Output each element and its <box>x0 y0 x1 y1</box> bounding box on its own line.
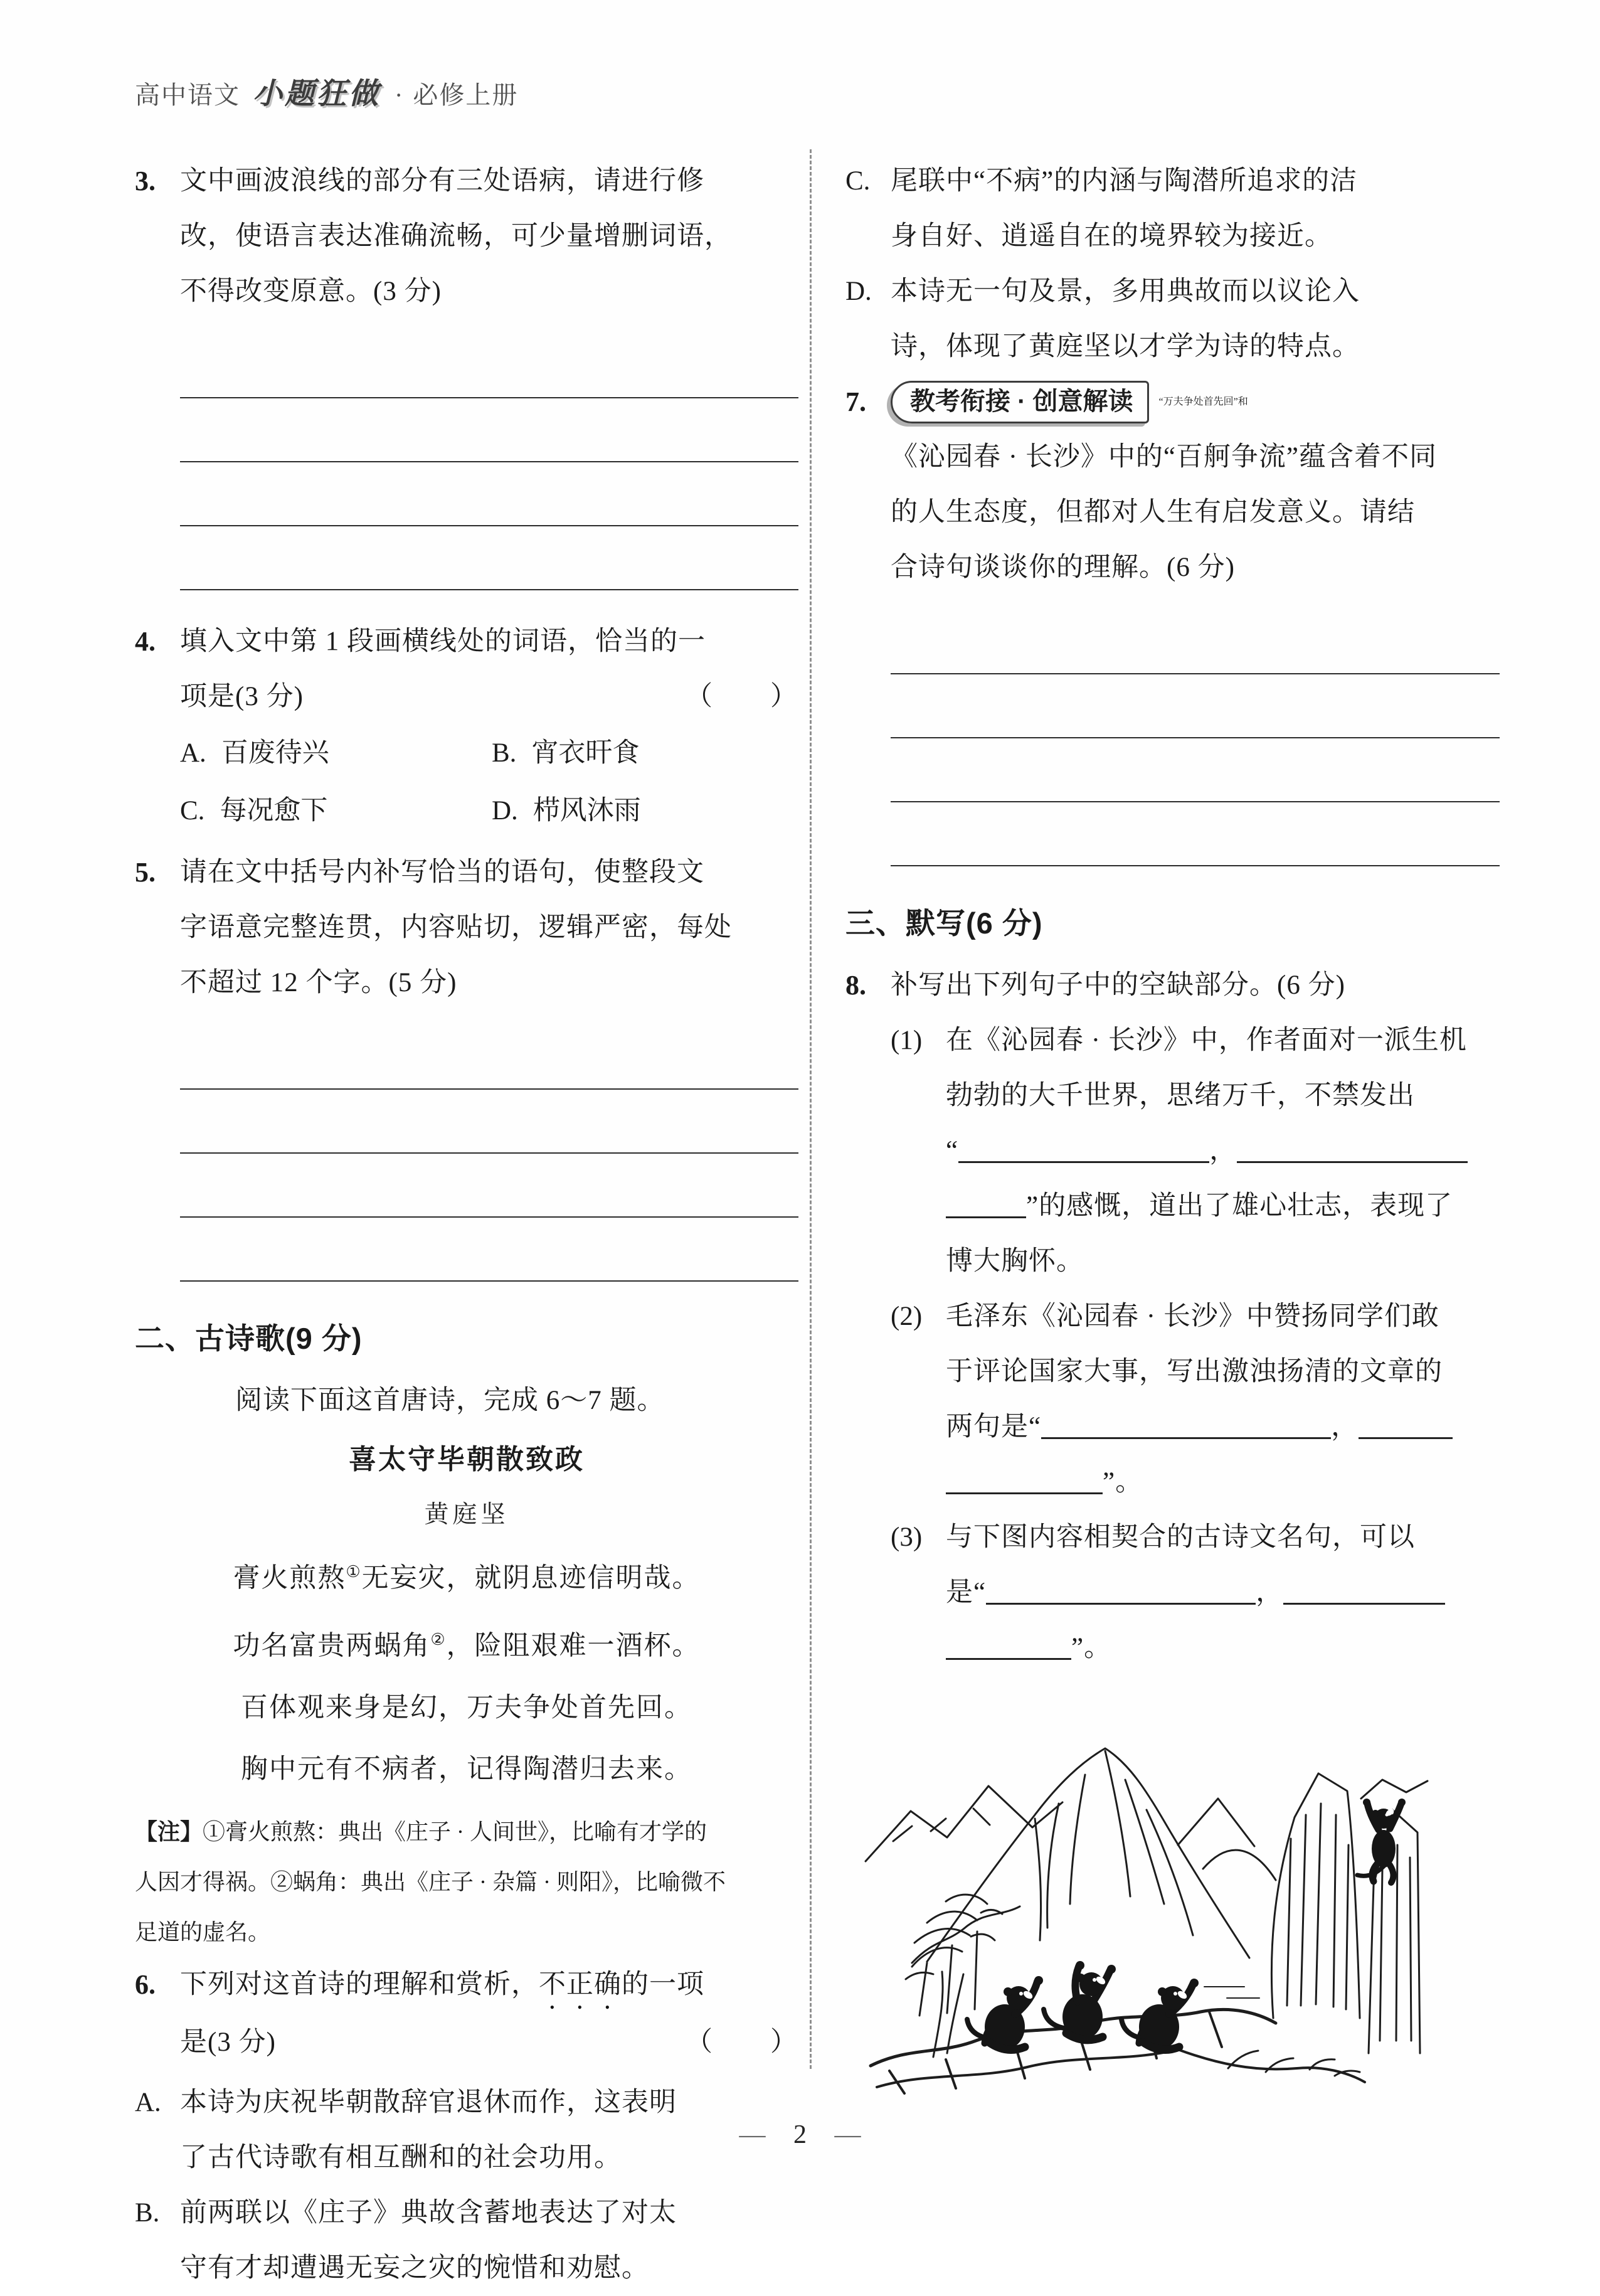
option-text: 诗，体现了黄庭坚以才学为诗的特点。 <box>891 332 1360 361</box>
poem-author: 黄庭坚 <box>424 1501 509 1528</box>
answer-line <box>180 526 798 590</box>
option-d <box>492 782 798 840</box>
sub-question-number: (2) <box>891 1302 923 1331</box>
question-line: 不得改变原意。(3 分) <box>180 277 442 306</box>
blank-underline <box>1041 1420 1331 1439</box>
header-separator: · <box>395 81 405 109</box>
question-4 <box>135 614 798 840</box>
option-label: D. <box>492 796 518 826</box>
question-line: 字语意完整连贯，内容贴切，逻辑严密，每处 <box>180 913 732 942</box>
sub-question-number: (1) <box>891 1026 923 1055</box>
answer-bracket: （ ） <box>686 682 798 711</box>
emphasized-text: 不正确 <box>539 1969 622 1999</box>
page-header <box>135 70 518 112</box>
answer-line <box>891 674 1500 738</box>
option-label: C. <box>845 166 871 196</box>
option-a <box>180 725 487 782</box>
blank-underline <box>986 1585 1256 1605</box>
question-line: 是(3 分) （ ） <box>180 2015 798 2070</box>
blank-underline <box>946 1640 1071 1660</box>
poem-note <box>135 1807 798 1957</box>
question-number: 4. <box>135 626 156 657</box>
option-text: 宵衣旰食 <box>531 738 640 768</box>
option-text: 尾联中“不病”的内涵与陶潜所追求的洁 <box>891 166 1358 196</box>
question-line: 与下图内容相契合的古诗文名句，可以 <box>946 1523 1415 1552</box>
option-grid <box>180 725 798 840</box>
column-divider <box>810 149 812 2069</box>
monkeys-illustration <box>847 1692 1461 2093</box>
option-label: B. <box>135 2198 160 2228</box>
sub-question-1 <box>891 1013 1500 1289</box>
right-column <box>845 154 1500 2098</box>
footnote-marker: ① <box>346 1563 362 1581</box>
note-line: 足道的虚名。 <box>135 1919 271 1945</box>
section-2-header: 二、古诗歌(9 分) <box>135 1322 363 1355</box>
answer-lines-block <box>180 1026 798 1282</box>
note-line: 【注】①膏火煎熬：典出《庄子 · 人间世》，比喻有才学的 <box>135 1818 707 1844</box>
page-footer <box>0 2120 1600 2150</box>
option-text: 每况愈下 <box>220 796 328 826</box>
question-8 <box>845 958 1500 2093</box>
question-line: 毛泽东《沁园春 · 长沙》中赞扬同学们敢 <box>946 1302 1439 1331</box>
option-label: C. <box>180 796 205 826</box>
answer-line <box>180 398 798 462</box>
question-line: 于评论国家大事，写出激浊扬清的文章的 <box>946 1357 1443 1386</box>
answer-lines-block <box>180 334 798 590</box>
question-line: ”。 <box>946 1620 1500 1676</box>
option-text: 百废待兴 <box>221 738 329 768</box>
question-number: 3. <box>135 166 156 196</box>
tag-box: 教考衔接 · 创意解读 <box>891 381 1149 423</box>
answer-line <box>180 1090 798 1154</box>
poem-line: 功名富贵两蜗角②，险阻艰难一酒杯。 <box>233 1630 701 1661</box>
option-b <box>492 725 798 782</box>
poem-line: 膏火煎熬①无妄灾，就阴息迹信明哉。 <box>233 1563 701 1593</box>
question-line: 项是(3 分) （ ） <box>180 669 798 725</box>
blank-underline <box>1237 1144 1468 1163</box>
blank-underline <box>1283 1585 1445 1605</box>
answer-line <box>891 610 1500 674</box>
answer-bracket: （ ） <box>686 2027 798 2057</box>
question-line: 在《沁园春 · 长沙》中，作者面对一派生机 <box>946 1026 1467 1055</box>
poem-title: 喜太守毕朝散致政 <box>349 1444 585 1475</box>
question-line: 博大胸怀。 <box>946 1246 1084 1276</box>
page-number: 2 <box>793 2120 807 2149</box>
header-volume: · 必修上册 <box>395 81 519 109</box>
option-text: 了古代诗歌有相互酬和的社会功用。 <box>180 2142 622 2172</box>
question-line: 勃勃的大千世界，思绪万千，不禁发出 <box>946 1081 1415 1110</box>
question-line: 教考衔接 · 创意解读 “万夫争处首先回”和 <box>891 375 1500 430</box>
question-line: 补写出下列句子中的空缺部分。(6 分) <box>891 970 1345 1000</box>
poem-line: 胸中元有不病者，记得陶潜归去来。 <box>241 1754 692 1784</box>
option-label: A. <box>180 738 206 768</box>
blank-underline <box>946 1199 1026 1218</box>
option-text: 本诗为庆祝毕朝散辞官退休而作，这表明 <box>180 2087 677 2117</box>
footer-dash: — <box>834 2120 861 2149</box>
option-text: 身自好、逍遥自在的境界较为接近。 <box>891 221 1332 251</box>
poem <box>135 1431 798 1800</box>
question-line: 《沁园春 · 长沙》中的“百舸争流”蕴含着不同 <box>891 442 1437 472</box>
blank-underline <box>946 1475 1103 1494</box>
section-3-header: 三、默写(6 分) <box>845 906 1043 940</box>
header-course: 高中语文 <box>135 81 240 109</box>
option-d <box>845 264 1500 375</box>
option-c <box>845 154 1500 264</box>
question-line: 是“ ， <box>946 1565 1500 1620</box>
option-label: B. <box>492 738 517 768</box>
option-label: D. <box>845 277 872 306</box>
question-5 <box>135 845 798 1300</box>
option-text: 栉风沐雨 <box>532 796 641 826</box>
question-number: 7. <box>845 386 866 417</box>
question-line: 文中画波浪线的部分有三处语病，请进行修 <box>180 166 704 196</box>
question-6 <box>135 1957 798 2070</box>
question-3 <box>135 154 798 609</box>
sub-question-3 <box>891 1510 1500 1676</box>
question-line: 请在文中括号内补写恰当的语句，使整段文 <box>180 858 704 887</box>
poem-line: 百体观来身是幻，万夫争处首先回。 <box>241 1693 692 1723</box>
option-c <box>180 782 487 840</box>
answer-line <box>180 462 798 526</box>
answer-line <box>891 738 1500 802</box>
sub-question-2 <box>891 1289 1500 1510</box>
question-line: 改，使语言表达准确流畅，可少量增删词语， <box>180 221 732 251</box>
note-label: 【注】 <box>135 1818 203 1844</box>
option-b <box>135 2186 798 2296</box>
sub-question-number: (3) <box>891 1523 923 1552</box>
footnote-marker: ② <box>430 1630 447 1649</box>
question-line: ”的感慨，道出了雄心壮志，表现了 <box>946 1179 1500 1234</box>
question-number: 6. <box>135 1969 156 2000</box>
blank-underline <box>1359 1420 1453 1439</box>
answer-line <box>180 1218 798 1282</box>
question-line: 填入文中第 1 段画横线处的词语，恰当的一 <box>180 627 706 656</box>
header-brand-logo: 小题狂做 <box>253 77 381 110</box>
answer-lines-block <box>891 610 1500 866</box>
answer-line <box>180 334 798 398</box>
question-line: 合诗句谈谈你的理解。(6 分) <box>891 553 1235 582</box>
question-7 <box>845 375 1500 885</box>
option-text: 前两联以《庄子》典故含蓄地表达了对太 <box>180 2198 677 2228</box>
answer-line <box>180 1026 798 1090</box>
poem-intro: 阅读下面这首唐诗，完成 6～7 题。 <box>235 1386 665 1415</box>
note-line: 人因才得祸。②蜗角：典出《庄子 · 杂篇 · 则阳》，比喻微不 <box>135 1869 726 1895</box>
question-line: “ ， <box>946 1124 1500 1179</box>
question-line: 不超过 12 个字。(5 分) <box>180 968 457 997</box>
question-line: 下列对这首诗的理解和赏析，不正确的一项 <box>180 1969 704 1999</box>
answer-line <box>180 1154 798 1218</box>
blank-underline <box>958 1144 1209 1163</box>
option-text: 守有才却遭遇无妄之灾的惋惜和劝慰。 <box>180 2253 649 2283</box>
question-line: 的人生态度，但都对人生有启发意义。请结 <box>891 497 1415 527</box>
question-number: 8. <box>845 970 866 1001</box>
question-line: 两句是“ ， <box>946 1400 1500 1455</box>
question-number: 5. <box>135 857 156 888</box>
answer-line <box>891 802 1500 866</box>
left-column <box>135 154 798 2296</box>
option-label: A. <box>135 2087 161 2117</box>
option-text: 本诗无一句及景，多用典故而以议论入 <box>891 277 1360 306</box>
climbing-monkey <box>1357 1799 1406 1883</box>
footer-dash: — <box>739 2120 766 2149</box>
question-line: ”。 <box>946 1455 1500 1510</box>
